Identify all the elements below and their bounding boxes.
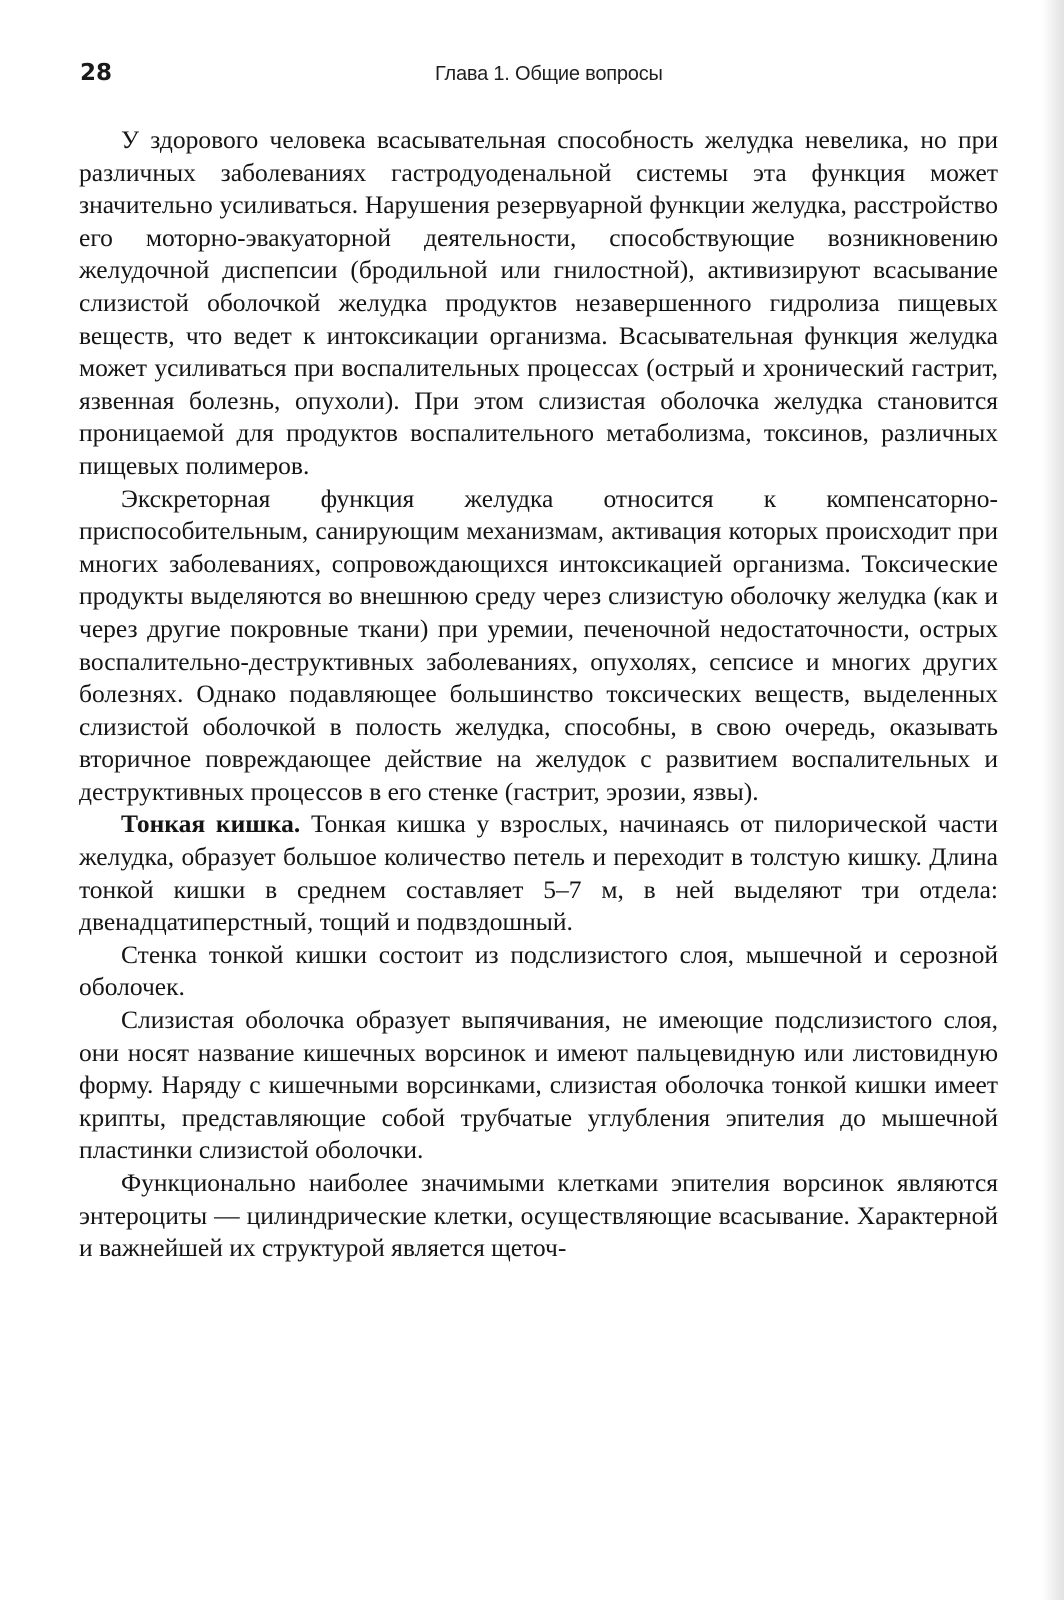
paragraph-mucosa <box>79 1004 998 1167</box>
running-head: Глава 1. Общие вопросы <box>435 63 663 85</box>
body-text <box>79 124 998 1265</box>
page-header <box>80 58 998 94</box>
paragraph-lead-small-intestine: Тонкая кишка. <box>121 809 301 839</box>
paragraph-absorption <box>79 124 998 483</box>
paragraph-text: Слизистая оболочка образует выпячивания, не имеющие подслизистого слоя, они носят название кишечных ворсинок и имеют пальцевидную или листовидную форму. Наряду с кишечными ворсинками, слизистая оболочка тонкой кишки имеет крипты, представляющие собой трубчатые углубления эпителия до мышечной пластинки слизистой оболочки. <box>79 1005 998 1165</box>
page-edge-shadow <box>1042 0 1064 1600</box>
paragraph-text: У здорового человека всасывательная способность желудка невелика, но при различных заболеваниях гастродуоденальной системы эта функция может значительно усиливаться. Нарушения резервуарной функции желудка, расстройство его моторно-эвакуаторной деятельности, способствующие возникновению желудочной диспепсии (бродильной или гнилостной), активизируют всасывание слизистой оболочкой желудка продуктов незавершенного гидролиза пищевых веществ, что ведет к интоксикации организма. Всасывательная функция желудка может усиливаться при воспалительных процессах (острый и хронический гастрит, язвенная болезнь, опухоли). При этом слизистая оболочка желудка становится проницаемой для продуктов воспалительного метаболизма, токсинов, различных пищевых полимеров. <box>79 125 998 480</box>
paragraph-text: Стенка тонкой кишки состоит из подслизистого слоя, мышечной и серозной оболочек. <box>79 939 998 1002</box>
paragraph-text: Тонкая кишка у взрослых, начинаясь от пилорической части желудка, образует большое количество петель и переходит в толстую кишку. Длина тонкой кишки в среднем составляет 5–7 м, в ней выделяют три отдела: двенадцатиперстный, тощий и подвздошный. <box>79 809 998 937</box>
paragraph-excretion <box>79 483 998 809</box>
paragraph-enterocytes <box>79 1167 998 1265</box>
paragraph-text: Функционально наиболее значимыми клетками эпителия ворсинок являются энтероциты — цилиндрические клетки, осуществляющие всасывание. Характерной и важнейшей их структурой является щеточ- <box>79 1168 998 1263</box>
paragraph-wall <box>79 939 998 1004</box>
paragraph-small-intestine <box>79 808 998 938</box>
page-number: 28 <box>80 60 113 86</box>
paragraph-text: Экскреторная функция желудка относится к компенсаторно-приспособительным, санирующим механизмам, активация которых происходит при многих заболеваниях, сопровождающихся интоксикацией организма. Токсические продукты выделяются во внешнюю среду через слизистую оболочку желудка (как и через другие покровные ткани) при уремии, печеночной недостаточности, острых воспалительно-деструктивных заболеваниях, опухолях, сепсисе и многих других болезнях. Однако подавляющее большинство токсических веществ, выделенных слизистой оболочкой в полость желудка, способны, в свою очередь, оказывать вторичное повреждающее действие на желудок с развитием воспалительных и деструктивных процессов в его стенке (гастрит, эрозии, язвы). <box>79 483 998 806</box>
